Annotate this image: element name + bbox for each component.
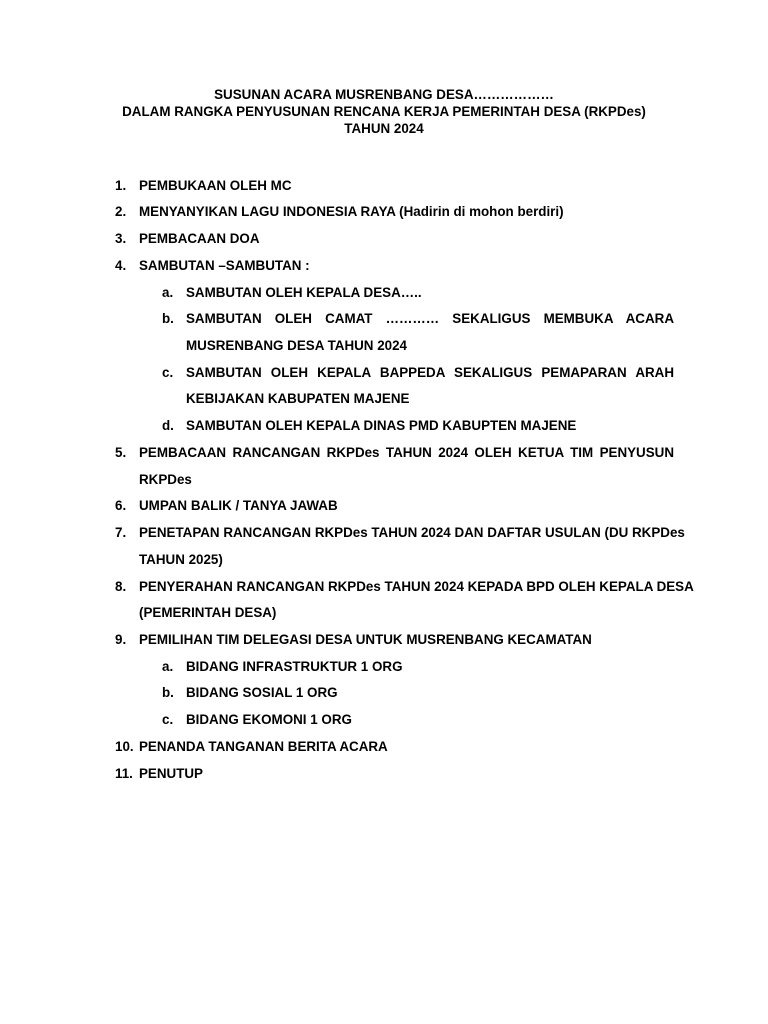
agenda-text-line-1: PENYERAHAN RANCANGAN RKPDes TAHUN 2024 KEPADA BPD OLEH KEPALA DESA (139, 579, 694, 594)
agenda-text: PENUTUP (139, 766, 203, 781)
subitem-letter: b. (162, 311, 174, 326)
agenda-number: 5. (115, 445, 127, 460)
agenda-text-line-2: TAHUN 2025) (139, 552, 223, 567)
title-line-3: TAHUN 2024 (344, 121, 424, 136)
agenda-text-line-1: PEMBACAAN RANCANGAN RKPDes TAHUN 2024 OLEH KETUA TIM PENYUSUN (139, 445, 674, 460)
subitem-letter: b. (162, 685, 174, 700)
subitem-text: SAMBUTAN OLEH KEPALA DESA….. (186, 285, 422, 300)
subitem-text-line-2: KEBIJAKAN KABUPATEN MAJENE (186, 391, 410, 406)
agenda-number: 8. (115, 579, 127, 594)
agenda-text: MENYANYIKAN LAGU INDONESIA RAYA (Hadirin di mohon berdiri) (139, 204, 564, 219)
agenda-text-line-2: (PEMERINTAH DESA) (139, 605, 277, 620)
agenda-number: 1. (115, 178, 127, 193)
agenda-text: PENANDA TANGANAN BERITA ACARA (139, 739, 388, 754)
subitem-text: BIDANG EKOMONI 1 ORG (186, 712, 352, 727)
agenda-number: 3. (115, 231, 127, 246)
subitem-letter: c. (162, 365, 174, 380)
subitem-letter: a. (162, 285, 174, 300)
agenda-text: PEMBACAAN DOA (139, 231, 260, 246)
subitem-text: BIDANG INFRASTRUKTUR 1 ORG (186, 659, 403, 674)
subitem-letter: c. (162, 712, 174, 727)
subitem-text: SAMBUTAN OLEH KEPALA DINAS PMD KABUPTEN MAJENE (186, 418, 577, 433)
subitem-text-line-1: SAMBUTAN OLEH CAMAT ………… SEKALIGUS MEMBUKA ACARA (186, 311, 674, 326)
agenda-text: PEMILIHAN TIM DELEGASI DESA UNTUK MUSRENBANG KECAMATAN (139, 632, 592, 647)
agenda-text-line-1: PENETAPAN RANCANGAN RKPDes TAHUN 2024 DAN DAFTAR USULAN (DU RKPDes (139, 525, 685, 540)
agenda-text-line-2: RKPDes (139, 472, 192, 487)
subitem-text: BIDANG SOSIAL 1 ORG (186, 685, 338, 700)
agenda-text: UMPAN BALIK / TANYA JAWAB (139, 498, 338, 513)
document-title (0, 86, 768, 137)
agenda-text: SAMBUTAN –SAMBUTAN : (139, 258, 310, 273)
title-line-1: SUSUNAN ACARA MUSRENBANG DESA……………… (214, 87, 554, 102)
agenda-number: 11. (115, 766, 133, 781)
subitem-text-line-1: SAMBUTAN OLEH KEPALA BAPPEDA SEKALIGUS PEMAPARAN ARAH (186, 365, 674, 380)
agenda-number: 4. (115, 258, 127, 273)
subitem-text-line-2: MUSRENBANG DESA TAHUN 2024 (186, 338, 407, 353)
agenda-number: 7. (115, 525, 127, 540)
subitem-letter: d. (162, 418, 174, 433)
agenda-number: 10. (115, 739, 134, 754)
agenda-text: PEMBUKAAN OLEH MC (139, 178, 292, 193)
title-line-2: DALAM RANGKA PENYUSUNAN RENCANA KERJA PEMERINTAH DESA (RKPDes) (122, 104, 646, 119)
agenda-number: 6. (115, 498, 127, 513)
subitem-letter: a. (162, 659, 174, 674)
agenda-number: 2. (115, 204, 127, 219)
agenda-number: 9. (115, 632, 127, 647)
